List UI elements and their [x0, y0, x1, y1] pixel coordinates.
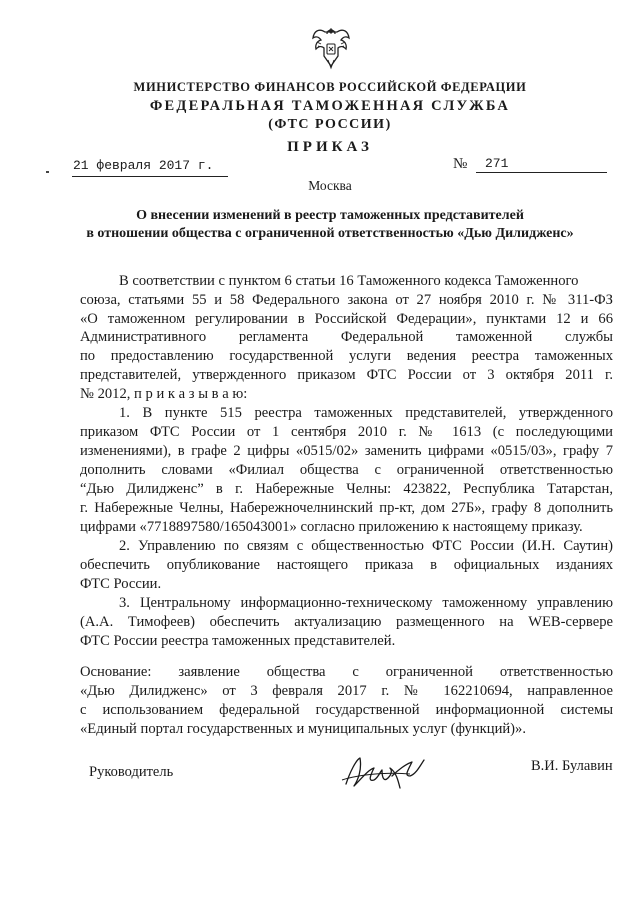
body-line: (А.А. Тимофеев) обеспечить актуализацию размещенного на WEB-сервере — [80, 614, 613, 630]
body-line: ФТС России реестра таможенных представителей. — [80, 633, 396, 649]
order-number: 271 — [485, 156, 509, 171]
body-line: “Дью Дилидженс” в г. Набережные Челны: 423822, Республика Татарстан, — [80, 481, 613, 497]
basis-line: «Единый портал государственных и муниципальных услуг (функций)». — [80, 721, 526, 737]
basis-line: с использованием федеральной государственной информационной системы — [80, 702, 613, 718]
body-line: дополнить словами «Филиал общества с ограниченной ответственностью — [80, 462, 613, 478]
signatory-position: Руководитель — [89, 764, 174, 780]
body-line: представителей, утвержденного приказом ФТС России от 3 октября 2011 г. — [80, 367, 613, 383]
basis-line: Основание: заявление общества с ограниченной ответственностью — [80, 664, 613, 680]
document-type: ПРИКАЗ — [287, 139, 373, 155]
body-line: обеспечить опубликование настоящего приказа в официальных изданиях — [80, 557, 613, 573]
body-line: цифрами «7718897580/165043001» согласно приложению к настоящему приказу. — [80, 519, 583, 535]
body-line: г. Набережные Челны, Набережночелнинский пр-кт, дом 27Б», графу 8 дополнить — [80, 500, 613, 516]
body-line: ФТС России. — [80, 576, 162, 592]
service-name: ФЕДЕРАЛЬНАЯ ТАМОЖЕННАЯ СЛУЖБА — [149, 98, 511, 114]
body-line: 3. Центральному информационно-техническому таможенному управлению — [119, 595, 613, 611]
body-line: изменениями), в графе 2 цифры «0515/02» заменить цифрами «0515/03», графу 7 — [80, 443, 613, 459]
body-line: 2. Управлению по связям с общественностью ФТС России (И.Н. Саутин) — [119, 538, 613, 554]
number-sign: № — [453, 156, 468, 172]
handwritten-signature — [340, 750, 440, 792]
body-line: 1. В пункте 515 реестра таможенных представителей, утвержденного — [119, 405, 613, 421]
service-short-name: (ФТС РОССИИ) — [268, 117, 392, 132]
body-line: В соответствии с пунктом 6 статьи 16 Таможенного кодекса Таможенного — [119, 273, 579, 289]
state-emblem-icon — [311, 22, 351, 72]
signatory-name: В.И. Булавин — [531, 758, 613, 774]
subject-line-2: в отношении общества с ограниченной ответственностью «Дью Дилидженс» — [86, 226, 574, 241]
ministry-name: МИНИСТЕРСТВО ФИНАНСОВ РОССИЙСКОЙ ФЕДЕРАЦИИ — [133, 80, 527, 94]
body-line: № 2012, п р и к а з ы в а ю: — [80, 386, 248, 402]
date-underline — [72, 176, 228, 177]
body-line: по предоставлению государственной услуги ведения реестра таможенных — [80, 348, 613, 364]
body-line: приказом ФТС России от 1 сентября 2010 г. № 1613 (с последующими — [80, 424, 613, 440]
subject-line-1: О внесении изменений в реестр таможенных представителей — [136, 208, 524, 223]
margin-mark — [46, 171, 49, 173]
basis-line: «Дью Дилидженс» от 3 февраля 2017 г. № 162210694, направленное — [80, 683, 613, 699]
body-line: «О таможенном регулировании в Российской Федерации», пунктами 12 и 66 — [80, 311, 613, 327]
number-underline — [476, 172, 607, 173]
city: Москва — [308, 178, 352, 193]
body-line: Административного регламента Федеральной таможенной службы — [80, 329, 613, 345]
body-line: союза, статьями 55 и 58 Федерального закона от 27 ноября 2010 г. № 311-ФЗ — [80, 292, 613, 308]
order-date: 21 февраля 2017 г. — [73, 158, 214, 173]
